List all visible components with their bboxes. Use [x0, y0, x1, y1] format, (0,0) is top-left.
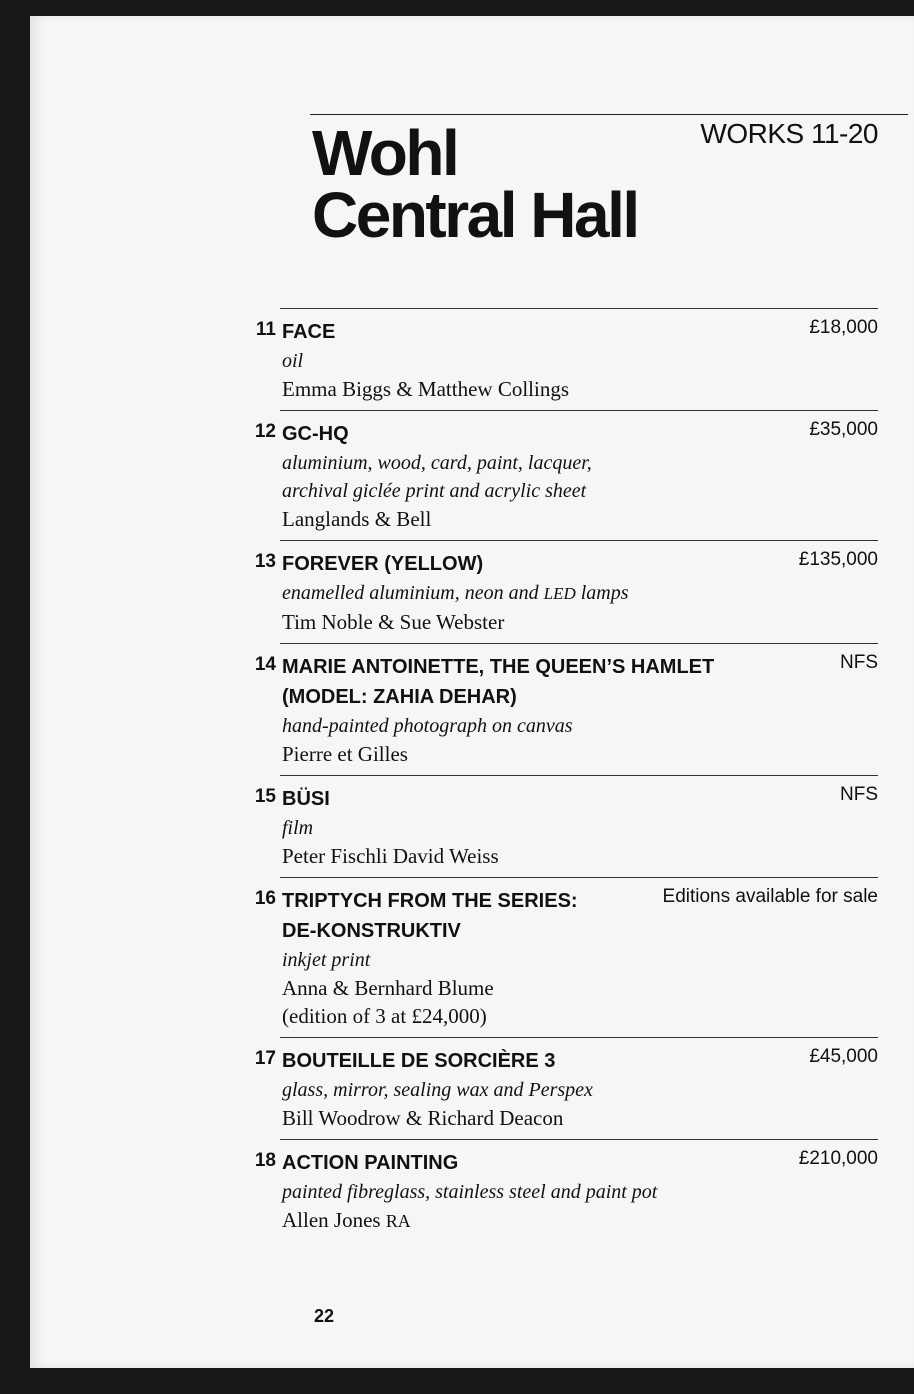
work-medium-line-1: aluminium, wood, card, paint, lacquer, [282, 452, 592, 474]
work-price: £35,000 [809, 419, 878, 440]
work-price: £135,000 [798, 549, 878, 570]
work-entry-14 [254, 643, 878, 775]
work-price: Editions available for sale [662, 886, 878, 907]
work-entry-12 [254, 410, 878, 540]
work-artist-name: Allen Jones [282, 1208, 381, 1232]
work-artist: Emma Biggs & Matthew Collings [282, 377, 569, 401]
catalogue-page [30, 16, 914, 1368]
work-medium: painted fibreglass, stainless steel and paint pot [282, 1181, 658, 1203]
work-price: NFS [840, 652, 878, 673]
work-artist [282, 1206, 878, 1235]
work-title: BÜSI [282, 788, 330, 810]
work-medium: film [282, 817, 314, 839]
work-edition-note: (edition of 3 at £24,000) [282, 1004, 487, 1028]
work-entry-18 [254, 1139, 878, 1242]
title-line-2: Central Hall [312, 179, 638, 251]
section-label: WORKS 11-20 [700, 118, 878, 149]
work-artist-suffix: RA [385, 1211, 411, 1231]
work-artist: Pierre et Gilles [282, 742, 408, 766]
work-number: 16 [254, 888, 276, 909]
work-price: NFS [840, 784, 878, 805]
work-medium-line-2: archival giclée print and acrylic sheet [282, 480, 587, 502]
work-medium-part-b: lamps [575, 582, 629, 604]
work-entry-13 [254, 540, 878, 643]
work-title: FOREVER (YELLOW) [282, 553, 484, 575]
work-medium: hand-painted photograph on canvas [282, 715, 573, 737]
work-artist: Peter Fischli David Weiss [282, 844, 499, 868]
work-medium: oil [282, 350, 304, 372]
work-title: TRIPTYCH FROM THE SERIES: DE-KONSTRUKTIV [282, 890, 578, 942]
work-title: FACE [282, 321, 336, 343]
work-title: ACTION PAINTING [282, 1152, 459, 1174]
work-entry-15 [254, 775, 878, 877]
work-title: BOUTEILLE DE SORCIÈRE 3 [282, 1050, 556, 1072]
work-number: 14 [254, 654, 276, 675]
work-artist: Anna & Bernhard Blume [282, 976, 494, 1000]
works-list [30, 308, 914, 1242]
page-number: 22 [314, 1306, 335, 1326]
work-number: 12 [254, 421, 276, 442]
work-number: 11 [255, 319, 276, 340]
work-artist: Langlands & Bell [282, 507, 432, 531]
work-entry-11 [255, 308, 878, 410]
work-number: 18 [254, 1150, 276, 1171]
page-title [312, 117, 638, 251]
work-medium: glass, mirror, sealing wax and Perspex [282, 1079, 593, 1101]
work-price: £210,000 [798, 1148, 878, 1169]
work-artist: Tim Noble & Sue Webster [282, 610, 505, 634]
work-number: 13 [254, 551, 276, 572]
work-title: GC-HQ [282, 423, 349, 445]
work-price: £45,000 [809, 1046, 878, 1067]
work-number: 15 [254, 786, 276, 807]
work-medium-led: LED [543, 584, 576, 603]
header-rule [310, 114, 908, 115]
work-entry-16 [254, 877, 878, 1037]
work-medium [282, 579, 878, 608]
work-entry-17 [254, 1037, 878, 1139]
work-price: £18,000 [809, 317, 878, 338]
work-medium-part-a: enamelled aluminium, neon and [282, 582, 544, 604]
work-title: MARIE ANTOINETTE, THE QUEEN’S HAMLET (MODEL: ZAHIA DEHAR) [282, 656, 715, 708]
work-artist: Bill Woodrow & Richard Deacon [282, 1106, 564, 1130]
work-number: 17 [254, 1048, 276, 1069]
title-line-1: Wohl [312, 117, 458, 189]
work-medium: inkjet print [282, 949, 371, 971]
